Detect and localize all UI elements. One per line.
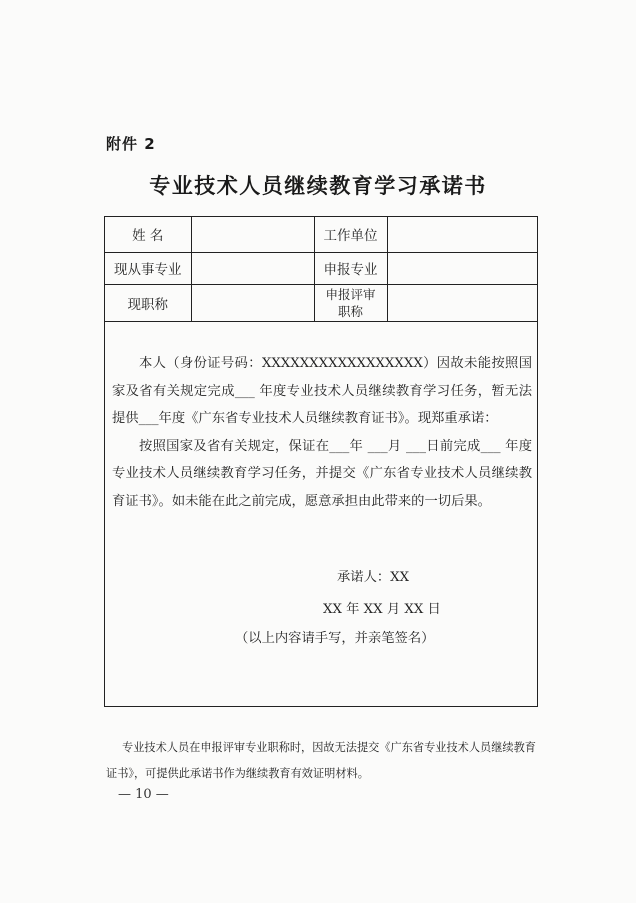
current-title-label: 现职称 [105, 284, 191, 321]
footnote [106, 735, 536, 787]
commitment-form [104, 216, 538, 707]
signer-line: 承诺人：XX [337, 570, 410, 585]
work-unit-value-cell[interactable] [387, 217, 537, 252]
applied-major-value-cell[interactable] [387, 252, 537, 284]
current-title-value-cell[interactable] [191, 284, 314, 321]
page-number: — 10 — [118, 787, 169, 802]
commitment-paragraph-1: 本人（身份证号码：XXXXXXXXXXXXXXXXX）因故未能按照国家及省有关规定完成___ 年度专业技术人员继续教育学习任务，暂无法提供___年度《广东省专业技术人员继续教育证书》。现郑重承诺： [112, 356, 532, 426]
page-title: 专业技术人员继续教育学习承诺书 [149, 174, 487, 198]
commitment-text [112, 350, 532, 515]
info-table [105, 217, 537, 322]
annex-label: 附件 2 [106, 135, 156, 153]
name-value-cell[interactable] [191, 217, 314, 252]
table-row [105, 217, 537, 252]
footnote-text: 专业技术人员在申报评审专业职称时，因故无法提交《广东省专业技术人员继续教育证书》，可提供此承诺书作为继续教育有效证明材料。 [106, 741, 536, 780]
current-major-label: 现从事专业 [105, 252, 191, 284]
table-row [105, 252, 537, 284]
table-row [105, 284, 537, 321]
current-major-value-cell[interactable] [191, 252, 314, 284]
name-label: 姓 名 [105, 217, 191, 252]
commitment-paragraph-2: 按照国家及省有关规定，保证在___年 ___月 ___日前完成___ 年度专业技术人员继续教育学习任务，并提交《广东省专业技术人员继续教育证书》。如未能在此之前完成，愿意承担由此带来的一切后果。 [112, 438, 532, 509]
applied-title-label [314, 284, 387, 321]
applied-title-label-line2: 职称 [337, 303, 363, 319]
handwrite-note: （以上内容请手写，并亲笔签名） [235, 631, 435, 646]
date-line: XX 年 XX 月 XX 日 [323, 602, 441, 617]
applied-title-value-cell[interactable] [387, 284, 537, 321]
applied-title-label-line1: 申报评审 [325, 286, 376, 302]
applied-major-label: 申报专业 [314, 252, 387, 284]
work-unit-label: 工作单位 [314, 217, 387, 252]
